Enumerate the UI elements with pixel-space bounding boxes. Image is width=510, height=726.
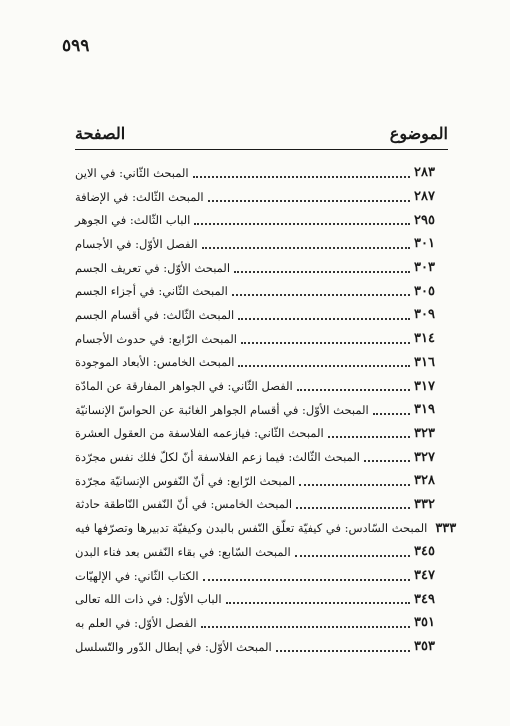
dot-leader — [373, 413, 410, 415]
toc-entry[interactable] — [75, 611, 448, 635]
dot-leader — [226, 602, 410, 604]
dot-leader — [202, 247, 410, 249]
dot-leader — [328, 436, 410, 438]
dot-leader — [238, 365, 410, 367]
toc-entry[interactable] — [75, 208, 448, 232]
toc-entry-page: ٣١٦ — [414, 354, 435, 370]
toc-entry-title: المبحث الأوّل: في أقسام الجواهر الغائبة عن الحواسّ الإنسانيّة — [75, 402, 369, 417]
toc-entry-page: ٢٨٣ — [414, 165, 435, 181]
dot-leader — [295, 555, 410, 557]
toc-entry-page: ٣٤٩ — [414, 591, 435, 607]
toc-entry[interactable] — [75, 256, 448, 280]
toc-entry[interactable] — [75, 422, 448, 446]
toc-entry[interactable] — [75, 374, 448, 398]
dot-leader — [296, 507, 410, 509]
toc-entry-page: ٣١٤ — [414, 331, 435, 347]
toc-entry[interactable] — [75, 398, 448, 422]
toc-entry-page: ٣٠٩ — [414, 307, 435, 323]
toc-header — [75, 124, 448, 150]
toc-entry[interactable] — [75, 327, 448, 351]
toc-entry-page: ٣٤٥ — [414, 544, 435, 560]
dot-leader — [193, 176, 410, 178]
toc-entry-title: المبحث الأوّل: في إبطال الدّور والتّسلسل — [75, 639, 272, 654]
toc-entry-page: ٣٠٣ — [414, 260, 435, 276]
page-column-label: الصفحة — [75, 124, 126, 143]
toc-entry-title: المبحث الأوّل: في تعريف الجسم — [75, 260, 231, 275]
dot-leader — [364, 460, 410, 462]
dot-leader — [297, 389, 410, 391]
subject-column-label: الموضوع — [389, 124, 448, 143]
toc-entry[interactable] — [75, 351, 448, 375]
toc-entry[interactable] — [75, 516, 457, 540]
toc-entry-title: المبحث الخامس: في أنّ النّفس النّاطقة حادثة — [75, 497, 293, 512]
dot-leader — [276, 650, 410, 652]
toc-entry-title: المبحث الخامس: الأبعاد الموجودة — [75, 355, 235, 370]
toc-entry-page: ٢٩٥ — [414, 212, 435, 228]
toc-entry-page: ٣١٩ — [414, 402, 435, 418]
toc-entry-page: ٣٣٢ — [414, 496, 435, 512]
toc-entry-title: المبحث السّابع: في بقاء النّفس بعد فناء البدن — [75, 544, 291, 559]
toc-entry-page: ٣٥٣ — [414, 639, 435, 655]
toc-entry-title: المبحث الثّاني: في الاين — [75, 165, 189, 180]
toc-entry-title: المبحث الثّاني: في أجزاء الجسم — [75, 284, 228, 299]
toc-list — [75, 161, 457, 658]
toc-entry-page: ٣٠١ — [414, 236, 435, 252]
dot-leader — [234, 271, 410, 273]
toc-entry-title: الفصل الثّاني: في الجواهر المفارقة عن المادّة — [75, 379, 293, 394]
toc-entry[interactable] — [75, 185, 448, 209]
toc-entry-page: ٣٢٨ — [414, 473, 435, 489]
toc-entry-page: ٣٤٧ — [414, 568, 435, 584]
toc-entry-page: ٣٣٣ — [435, 520, 457, 536]
toc-entry-page: ٣٠٥ — [414, 283, 435, 299]
dot-leader — [232, 294, 410, 296]
dot-leader — [194, 223, 410, 225]
toc-entry[interactable] — [75, 279, 448, 303]
dot-leader — [238, 318, 410, 320]
toc-entry-title: الفصل الأوّل: في العلم به — [75, 615, 197, 630]
dot-leader — [201, 626, 410, 628]
toc-entry-page: ٣٢٣ — [414, 425, 435, 441]
toc-entry[interactable] — [75, 469, 448, 493]
dot-leader — [241, 342, 410, 344]
toc-entry-title: المبحث الثّالث: في أقسام الجسم — [75, 307, 235, 322]
toc-entry-title: المبحث السّادس: في كيفيّة تعلّق النّفس بالبدن وكيفيّة تدبيرها وتصرّفها فيه — [75, 521, 428, 536]
toc-entry-title: المبحث الرّابع: في حدوث الأجسام — [75, 331, 237, 346]
toc-entry-page: ٢٨٧ — [414, 189, 435, 205]
toc-entry[interactable] — [75, 493, 448, 517]
toc-entry-title: المبحث الثّاني: فيازعمه الفلاسفة من العقول العشرة — [75, 426, 324, 441]
toc-entry-page: ٣٥١ — [414, 615, 435, 631]
toc-entry[interactable] — [75, 587, 448, 611]
toc-entry-page: ٣٢٧ — [414, 449, 435, 465]
toc-entry-title: الكتاب الثّاني: في الإلهيّات — [75, 568, 199, 583]
toc-entry-title: الباب الأوّل: في ذات الله تعالى — [75, 592, 222, 607]
toc-entry[interactable] — [75, 161, 448, 185]
dot-leader — [208, 200, 410, 202]
toc-entry[interactable] — [75, 232, 448, 256]
page-number: ٥٩٩ — [62, 36, 90, 56]
toc-entry-page: ٣١٧ — [414, 378, 435, 394]
toc-entry[interactable] — [75, 303, 448, 327]
toc-entry-title: المبحث الثّالث: في الإضافة — [75, 189, 204, 204]
toc-entry-title: الفصل الأوّل: في الأجسام — [75, 236, 198, 251]
toc-entry-title: الباب الثّالث: في الجوهر — [75, 213, 191, 228]
toc-entry[interactable] — [75, 540, 448, 564]
dot-leader — [299, 484, 410, 486]
toc-entry-title: المبحث الرّابع: في أنّ النّفوس الإنسانيّة مجرّدة — [75, 473, 296, 488]
toc-entry-title: المبحث الثّالث: فيما زعم الفلاسفة أنّ لكلّ فلك نفس مجرّدة — [75, 450, 360, 465]
toc-entry[interactable] — [75, 635, 448, 659]
dot-leader — [203, 579, 410, 581]
toc-entry[interactable] — [75, 445, 448, 469]
toc-entry[interactable] — [75, 564, 448, 588]
